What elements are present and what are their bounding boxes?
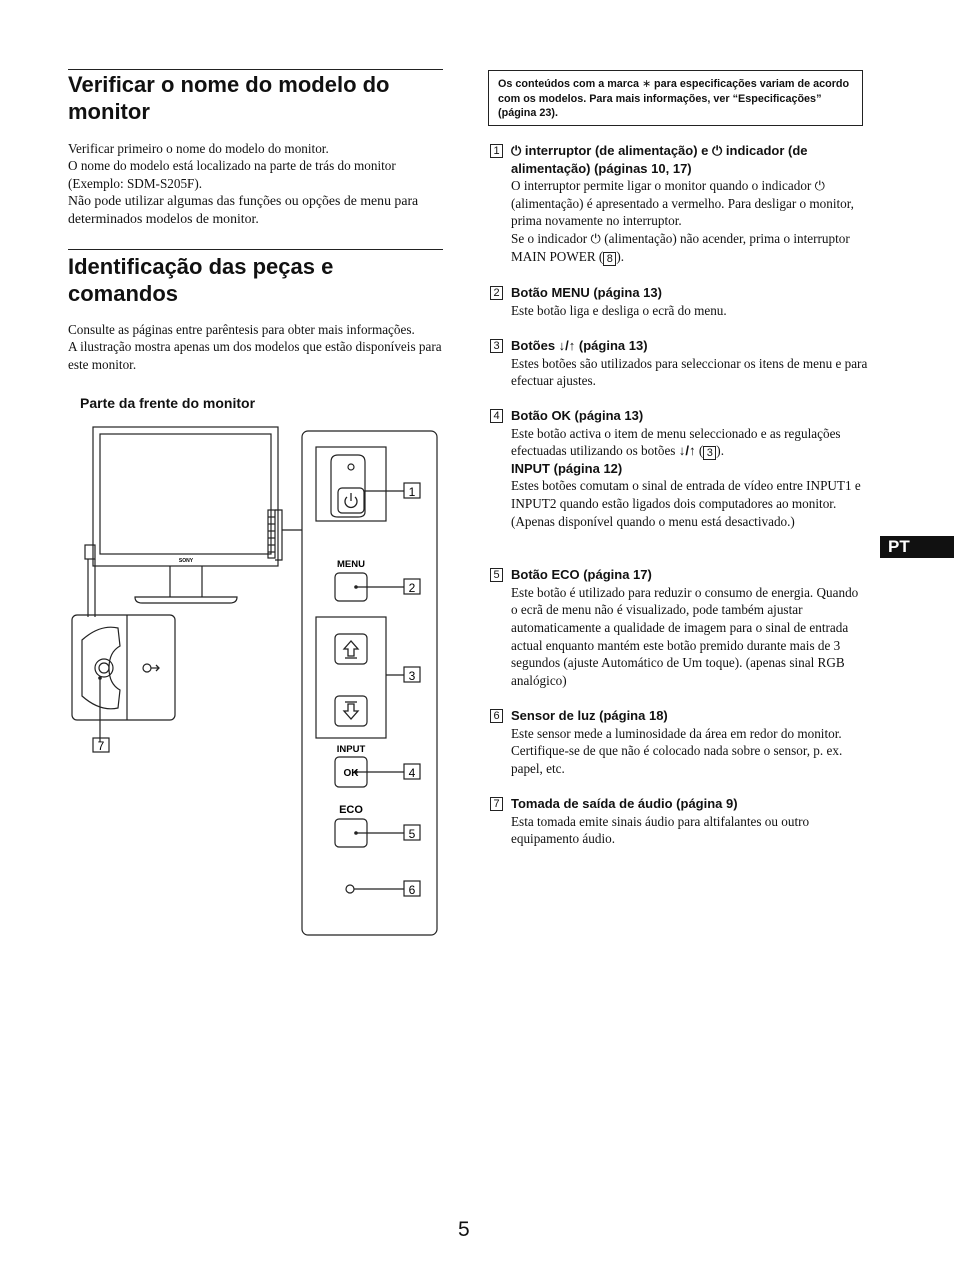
callout-3: 3: [408, 669, 416, 683]
spec-note: Os conteúdos com a marca ∗ para especificações variam de acordo com os modelos. Para mais informações, ver “Especificações” (página 23).: [488, 70, 863, 126]
callout-6: 6: [408, 883, 416, 897]
callout-5: 5: [408, 827, 416, 841]
paragraph: A ilustração mostra apenas um dos modelos que estão disponíveis para este monitor.: [68, 339, 442, 372]
page-number: 5: [458, 1218, 470, 1241]
monitor-bezel: [93, 427, 278, 566]
item-arrows: 3 Botões ↓/↑ (página 13) Estes botões são utilizados para seleccionar os itens de menu e para efectuar ajustes.: [488, 337, 868, 390]
callout-4: 4: [408, 766, 416, 780]
item-audio-out: 7 Tomada de saída de áudio (página 9) Esta tomada emite sinais áudio para altifalantes ou outro equipamento áudio.: [488, 795, 868, 848]
figure-title: Parte da frente do monitor: [80, 395, 256, 411]
item-eco: 5 Botão ECO (página 17) Este botão é utilizado para reduzir o consumo de energia. Quando o ecrã de menu não é visualizado, pode também ajustar automaticamente a qualidade de imagem para o sinal de entrada actual enquanto mantém este botão premido durante mais de 3 segundos (ajuste Automático de Um toque). (apenas sinal RGB analógico): [488, 566, 868, 690]
ok-label: OK: [343, 768, 359, 779]
item-menu: 2 Botão MENU (página 13) Este botão liga e desliga o ecrã do menu.: [488, 284, 868, 319]
callout-2: 2: [408, 581, 416, 595]
eco-label: ECO: [339, 804, 363, 816]
light-sensor: [346, 885, 354, 893]
input-label: INPUT: [336, 744, 366, 755]
button-panel: [302, 431, 437, 935]
section-title-parts: Identificação das peças e comandos: [68, 254, 334, 306]
paragraph: Consulte as páginas entre parêntesis para obter mais informações.: [68, 322, 415, 337]
item-light-sensor: 6 Sensor de luz (página 18) Este sensor mede a luminosidade da área em redor do monitor. Certifique-se de que não é colocado nada sobre o sensor, p. ex. papel, etc.: [488, 707, 868, 778]
up-button: [335, 634, 367, 664]
menu-label: MENU: [337, 559, 365, 570]
monitor-screen: [100, 434, 271, 554]
section-title-model: Verificar o nome do modelo do monitor: [68, 72, 390, 124]
paragraph: Não pode utilizar algumas das funções ou opções de menu para determinados modelos de monitor.: [68, 193, 419, 226]
power-icon: ⏻: [590, 231, 601, 247]
power-icon: ⏻: [511, 143, 522, 158]
item-ok: 4 Botão OK (página 13) Este botão activa o item de menu seleccionado e as regulações efectuadas utilizando os botões ↓/↑ ( 3 ). INPUT (página 12) Estes botões comutam o sinal de entrada de vídeo entre INPUT1 e INPUT2 quando estão ligados dois computadores ao monitor. (Apenas disponível quando o menu está desactivado.): [488, 407, 868, 531]
arrow-icons: ↓/↑: [678, 443, 696, 459]
callout-7: 7: [97, 739, 105, 753]
callout-1: 1: [408, 485, 416, 499]
power-icon: ⏻: [712, 143, 723, 158]
paragraph: Verificar primeiro o nome do modelo do monitor.: [68, 141, 329, 156]
down-button: [335, 696, 367, 726]
power-button-frame: [331, 455, 365, 517]
arrow-icons: ↓/↑: [558, 338, 576, 353]
language-tab: PT: [880, 536, 954, 558]
item-power: 1 ⏻ interruptor (de alimentação) e ⏻ indicador (de alimentação) (páginas 10, 17) O interruptor permite ligar o monitor quando o indicador ⏻ (alimentação) é apresentado a vermelho. Para desligar o monitor, prima novamente no interruptor. Se o indicador ⏻ (alimentação) não acender, prima o interruptor MAIN POWER ( 8 ).: [488, 142, 868, 266]
brand-logo: SONY: [178, 558, 194, 564]
paragraph: O nome do modelo está localizado na parte de trás do monitor (Exemplo: SDM-S205F).: [68, 158, 396, 191]
power-indicator: [348, 464, 354, 470]
power-icon: ⏻: [814, 178, 826, 193]
